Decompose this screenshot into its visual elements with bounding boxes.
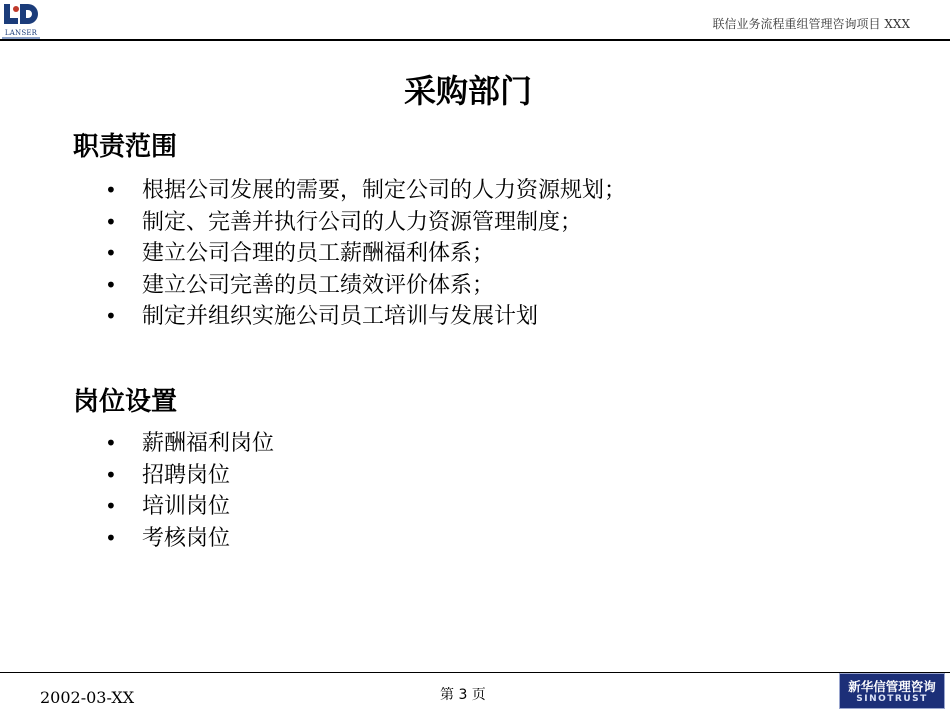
list-item-text: 建立公司完善的员工绩效评价体系； (142, 272, 495, 298)
project-title: 联信业务流程重组管理咨询项目 XXX (712, 17, 910, 31)
header-divider (0, 39, 950, 41)
bullet-icon: • (105, 304, 117, 328)
bullet-icon: • (105, 431, 117, 455)
footer-divider (0, 672, 950, 673)
lanser-logo-mark (2, 2, 40, 28)
list-item-text: 考核岗位 (142, 525, 231, 551)
list-item (105, 238, 626, 270)
list-item (105, 270, 626, 302)
list-item (105, 428, 274, 460)
list-item (105, 523, 274, 555)
list-item (105, 175, 626, 207)
list-item (105, 491, 274, 523)
list-item (105, 460, 274, 492)
sinotrust-logo-cn: 新华信管理咨询 (848, 679, 936, 694)
bullet-icon: • (105, 241, 117, 265)
page-title: 采购部门 (403, 72, 532, 110)
sinotrust-logo (839, 673, 945, 709)
list-item-text: 根据公司发展的需要，制定公司的人力资源规划； (142, 178, 627, 203)
bullet-icon: • (105, 462, 117, 487)
list-item-text: 薪酬福利岗位 (142, 431, 275, 456)
bullet-icon: • (105, 178, 117, 202)
list-item (105, 301, 626, 333)
section-heading-responsibilities: 职责范围 (73, 132, 178, 162)
sinotrust-logo-en: SINOTRUST (856, 694, 928, 704)
page-number: 第 3 页 (440, 687, 486, 703)
positions-list (105, 428, 274, 554)
bullet-icon: • (105, 525, 117, 550)
list-item-text: 招聘岗位 (142, 462, 231, 488)
lanser-logo (2, 2, 40, 40)
list-item-text: 培训岗位 (142, 494, 231, 519)
list-item-text: 制定、完善并执行公司的人力资源管理制度； (142, 209, 583, 235)
bullet-icon: • (105, 494, 117, 518)
bullet-icon: • (105, 209, 117, 234)
responsibilities-list (105, 175, 626, 333)
lanser-logo-text: LANSER (4, 29, 38, 37)
footer-date: 2002-03-XX (40, 688, 135, 707)
bullet-icon: • (105, 272, 117, 297)
list-item-text: 建立公司合理的员工薪酬福利体系； (142, 241, 495, 266)
list-item (105, 207, 626, 239)
section-heading-positions: 岗位设置 (73, 387, 178, 417)
list-item-text: 制定并组织实施公司员工培训与发展计划 (142, 304, 539, 329)
